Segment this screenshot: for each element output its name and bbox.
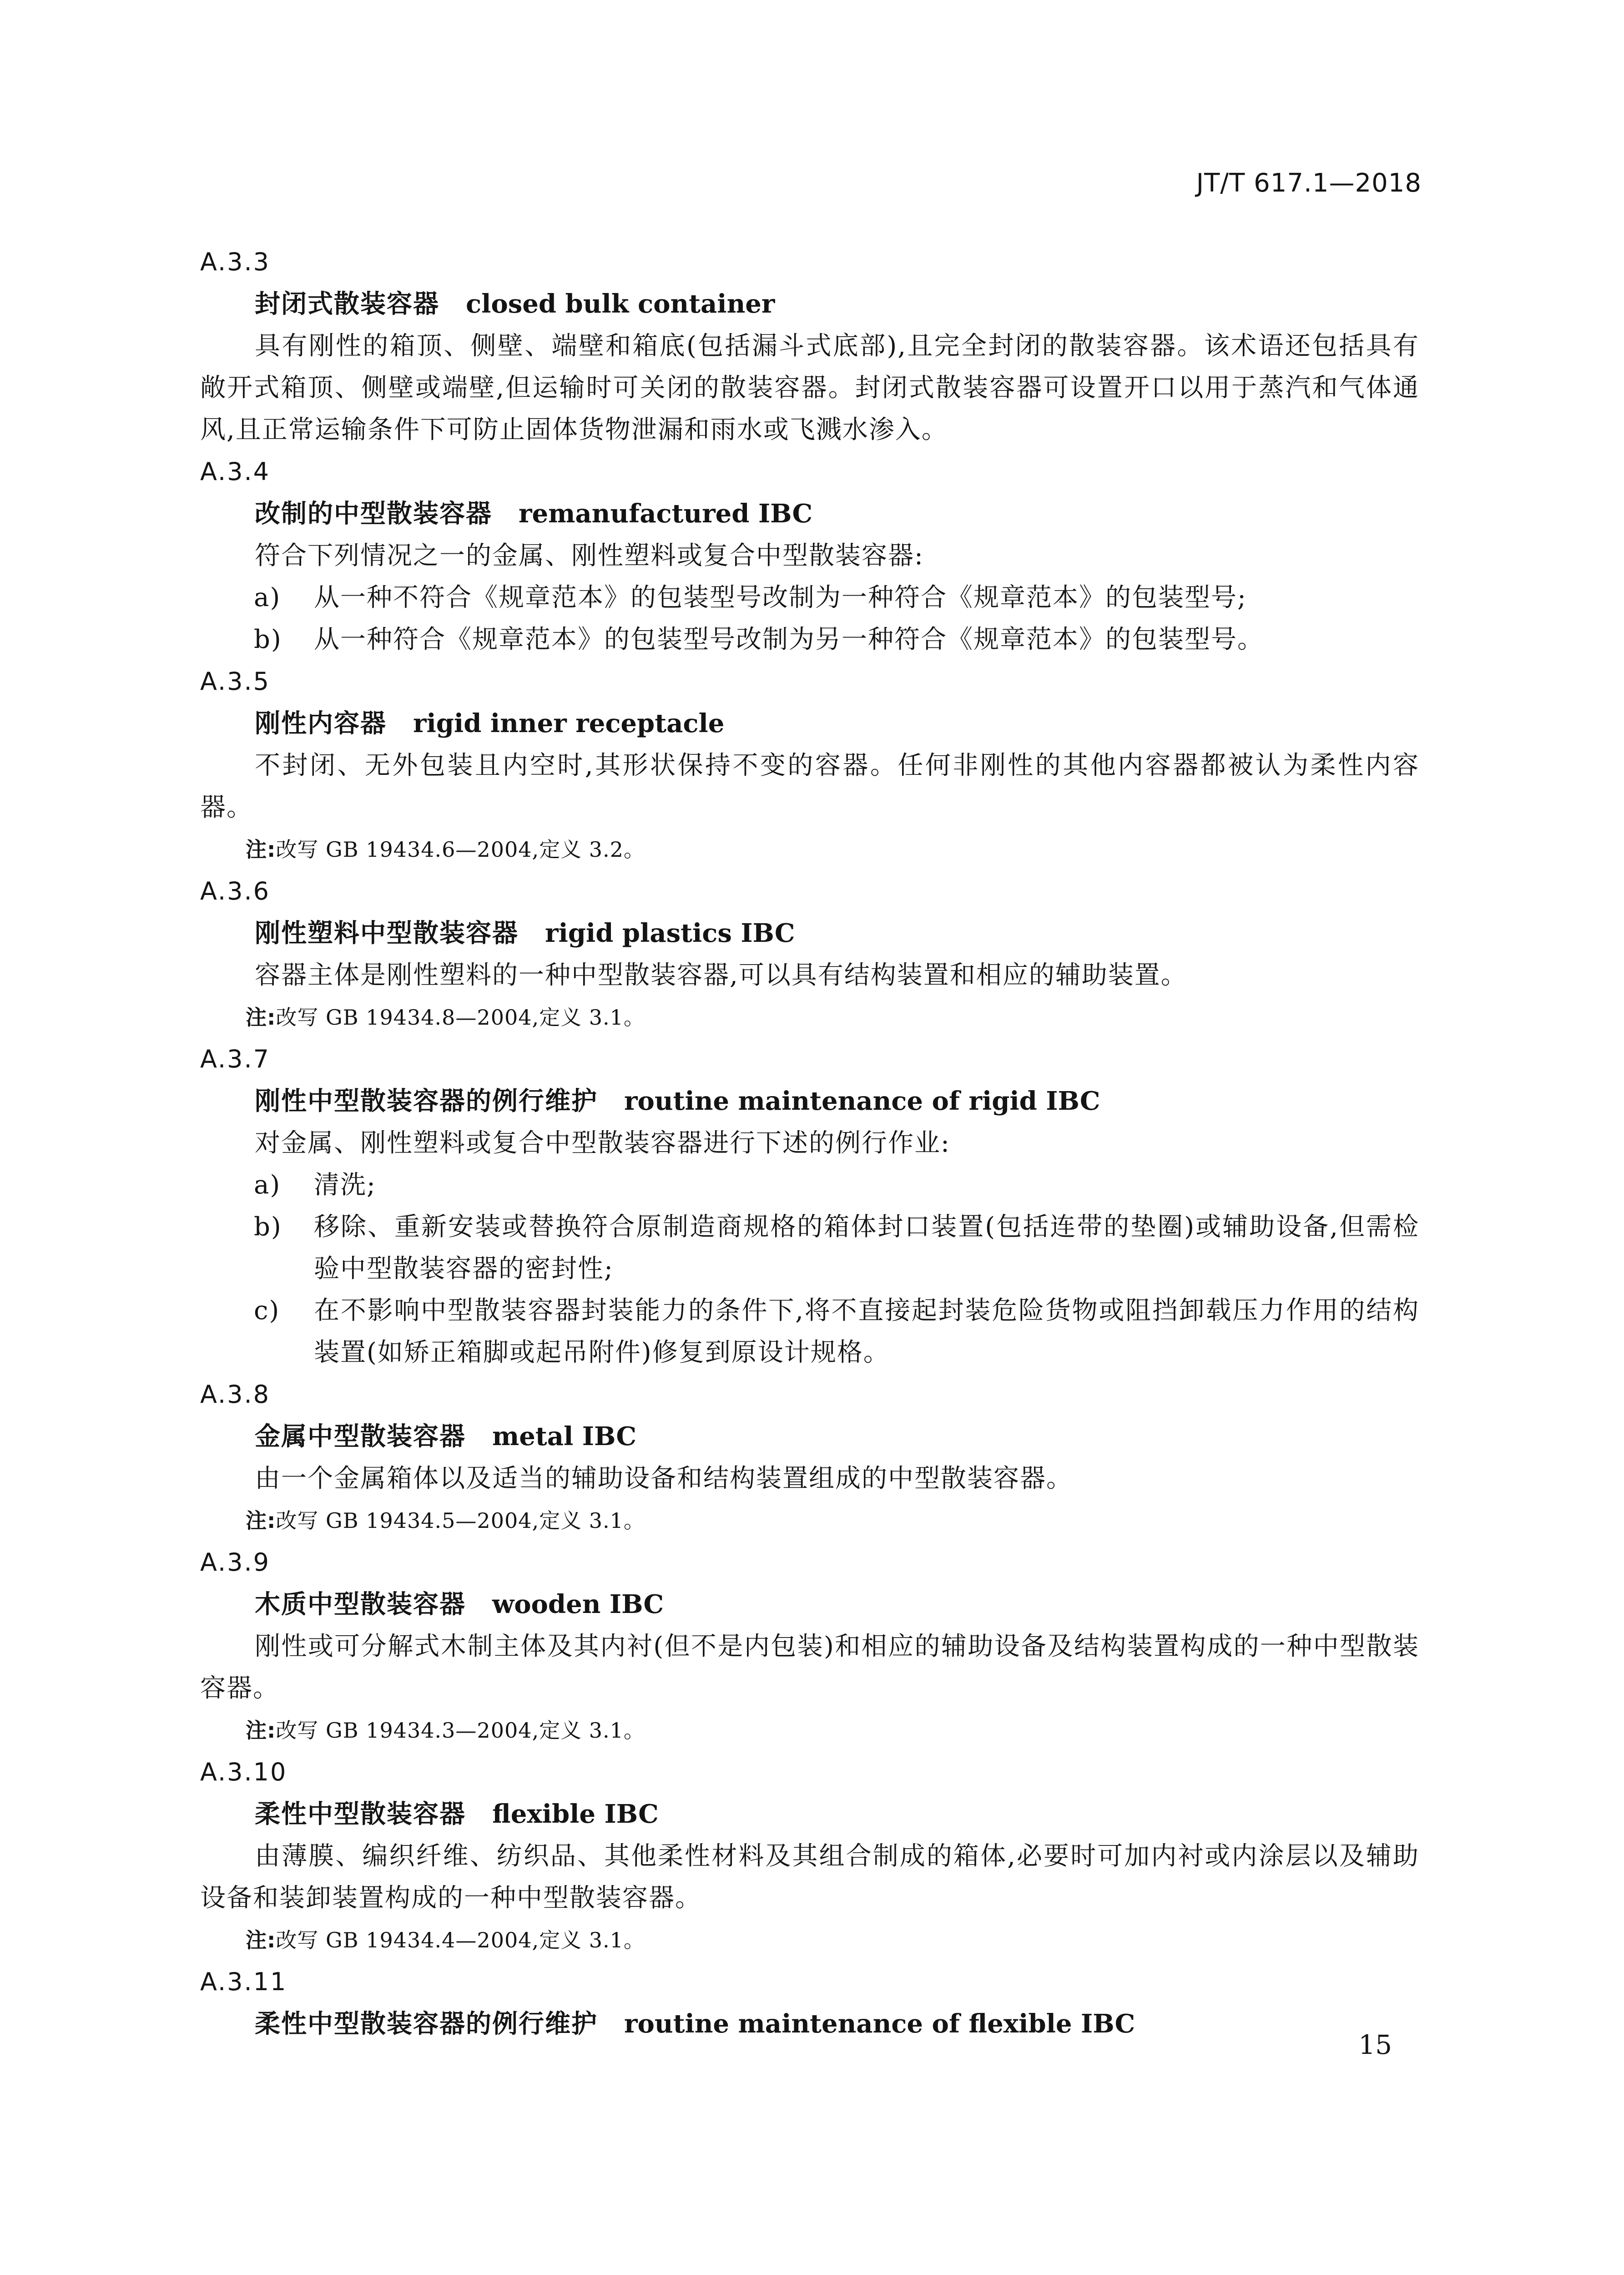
list-item bbox=[200, 577, 1419, 619]
definition-text: 对金属、刚性塑料或复合中型散装容器进行下述的例行作业: bbox=[255, 1128, 950, 1158]
term-entry bbox=[200, 241, 1419, 451]
term-english: routine maintenance of flexible IBC bbox=[624, 2009, 1135, 2039]
term-chinese: 刚性内容器 bbox=[255, 709, 387, 738]
term-chinese: 刚性塑料中型散装容器 bbox=[255, 919, 519, 948]
list-item bbox=[200, 1164, 1419, 1206]
definition-text: 容器主体是刚性塑料的一种中型散装容器,可以具有结构装置和相应的辅助装置。 bbox=[255, 961, 1187, 990]
note-text: 改写 GB 19434.8—2004,定义 3.1。 bbox=[276, 1005, 645, 1030]
note bbox=[200, 1919, 1419, 1961]
term-heading bbox=[200, 1793, 1419, 1835]
term-heading bbox=[200, 283, 1419, 325]
list-item-text: 从一种不符合《规章范本》的包装型号改制为一种符合《规章范本》的包装型号; bbox=[314, 583, 1247, 612]
term-english: closed bulk container bbox=[466, 289, 775, 319]
page-number: 15 bbox=[1358, 2029, 1392, 2060]
note bbox=[200, 1500, 1419, 1542]
list-item bbox=[200, 619, 1419, 661]
list-item bbox=[200, 1290, 1419, 1374]
list-item bbox=[200, 1206, 1419, 1290]
term-number: A.3.4 bbox=[200, 457, 271, 486]
note-text: 改写 GB 19434.4—2004,定义 3.1。 bbox=[276, 1928, 645, 1952]
term-english: wooden IBC bbox=[492, 1589, 664, 1619]
term-english: metal IBC bbox=[492, 1421, 636, 1451]
term-english: remanufactured IBC bbox=[519, 499, 813, 529]
note bbox=[200, 996, 1419, 1038]
term-entry bbox=[200, 1542, 1419, 1751]
term-heading bbox=[200, 912, 1419, 955]
term-chinese: 刚性中型散装容器的例行维护 bbox=[255, 1087, 598, 1116]
term-chinese: 木质中型散装容器 bbox=[255, 1590, 466, 1619]
note-label: 注: bbox=[246, 1508, 276, 1533]
list-marker: b) bbox=[254, 625, 282, 654]
note-label: 注: bbox=[246, 1928, 276, 1952]
definition-text: 不封闭、无外包装且内空时,其形状保持不变的容器。任何非刚性的其他内容器都被认为柔性内容器。 bbox=[200, 751, 1419, 822]
definition-text: 由一个金属箱体以及适当的辅助设备和结构装置组成的中型散装容器。 bbox=[255, 1464, 1073, 1493]
list-item-text: 清洗; bbox=[314, 1170, 376, 1200]
note-label: 注: bbox=[246, 837, 276, 862]
term-number: A.3.9 bbox=[200, 1548, 271, 1577]
term-heading bbox=[200, 493, 1419, 535]
note-text: 改写 GB 19434.5—2004,定义 3.1。 bbox=[276, 1508, 645, 1533]
term-number: A.3.7 bbox=[200, 1045, 271, 1073]
note bbox=[200, 1709, 1419, 1751]
definition-text: 具有刚性的箱顶、侧壁、端壁和箱底(包括漏斗式底部),且完全封闭的散装容器。该术语还包括具有敞开式箱顶、侧壁或端壁,但运输时可关闭的散装容器。封闭式散装容器可设置开口以用于蒸汽和气体通风,且正常运输条件下可防止固体货物泄漏和雨水或飞溅水渗入。 bbox=[200, 331, 1419, 445]
list-item-text: 移除、重新安装或替换符合原制造商规格的箱体封口装置(包括连带的垫圈)或辅助设备,但需检验中型散装容器的密封性; bbox=[314, 1212, 1419, 1284]
term-heading bbox=[200, 1080, 1419, 1122]
term-entry bbox=[200, 1374, 1419, 1542]
note-text: 改写 GB 19434.6—2004,定义 3.2。 bbox=[276, 837, 645, 862]
document-body bbox=[200, 241, 1419, 2045]
term-english: flexible IBC bbox=[492, 1799, 659, 1829]
note-label: 注: bbox=[246, 1005, 276, 1030]
definition-list bbox=[200, 577, 1419, 661]
list-marker: b) bbox=[254, 1212, 282, 1242]
definition-text: 由薄膜、编织纤维、纺织品、其他柔性材料及其组合制成的箱体,必要时可加内衬或内涂层以及辅助设备和装卸装置构成的一种中型散装容器。 bbox=[200, 1841, 1419, 1913]
term-english: routine maintenance of rigid IBC bbox=[624, 1086, 1100, 1116]
term-entry bbox=[200, 870, 1419, 1038]
term-chinese: 柔性中型散装容器 bbox=[255, 1800, 466, 1829]
term-chinese: 金属中型散装容器 bbox=[255, 1422, 466, 1451]
term-heading bbox=[200, 1583, 1419, 1626]
term-entry bbox=[200, 661, 1419, 870]
term-english: rigid plastics IBC bbox=[545, 918, 795, 948]
note bbox=[200, 829, 1419, 870]
list-item-text: 从一种符合《规章范本》的包装型号改制为另一种符合《规章范本》的包装型号。 bbox=[314, 625, 1264, 654]
term-entry bbox=[200, 451, 1419, 661]
term-number: A.3.10 bbox=[200, 1758, 287, 1786]
list-marker: a) bbox=[254, 1170, 281, 1200]
term-entry bbox=[200, 1751, 1419, 1961]
term-heading bbox=[200, 703, 1419, 745]
term-english: rigid inner receptacle bbox=[413, 708, 725, 738]
list-item-text: 在不影响中型散装容器封装能力的条件下,将不直接起封装危险货物或阻挡卸载压力作用的结构装置(如矫正箱脚或起吊附件)修复到原设计规格。 bbox=[314, 1296, 1419, 1367]
term-number: A.3.11 bbox=[200, 1967, 287, 1996]
note-text: 改写 GB 19434.3—2004,定义 3.1。 bbox=[276, 1718, 645, 1743]
doc-code: JT/T 617.1—2018 bbox=[1196, 168, 1422, 198]
term-chinese: 改制的中型散装容器 bbox=[255, 499, 492, 529]
list-marker: a) bbox=[254, 583, 281, 612]
term-chinese: 封闭式散装容器 bbox=[255, 289, 439, 319]
definition-text: 刚性或可分解式木制主体及其内衬(但不是内包装)和相应的辅助设备及结构装置构成的一种中型散装容器。 bbox=[200, 1632, 1419, 1703]
term-entry bbox=[200, 1038, 1419, 1374]
definition-list bbox=[200, 1164, 1419, 1374]
definition-text: 符合下列情况之一的金属、刚性塑料或复合中型散装容器: bbox=[255, 541, 924, 571]
term-number: A.3.8 bbox=[200, 1380, 271, 1409]
term-number: A.3.6 bbox=[200, 877, 271, 905]
list-marker: c) bbox=[254, 1296, 280, 1325]
term-number: A.3.5 bbox=[200, 667, 271, 696]
term-chinese: 柔性中型散装容器的例行维护 bbox=[255, 2009, 598, 2039]
term-entry bbox=[200, 1961, 1419, 2045]
term-heading bbox=[200, 1416, 1419, 1458]
term-number: A.3.3 bbox=[200, 248, 271, 276]
note-label: 注: bbox=[246, 1718, 276, 1743]
term-heading bbox=[200, 2003, 1419, 2045]
